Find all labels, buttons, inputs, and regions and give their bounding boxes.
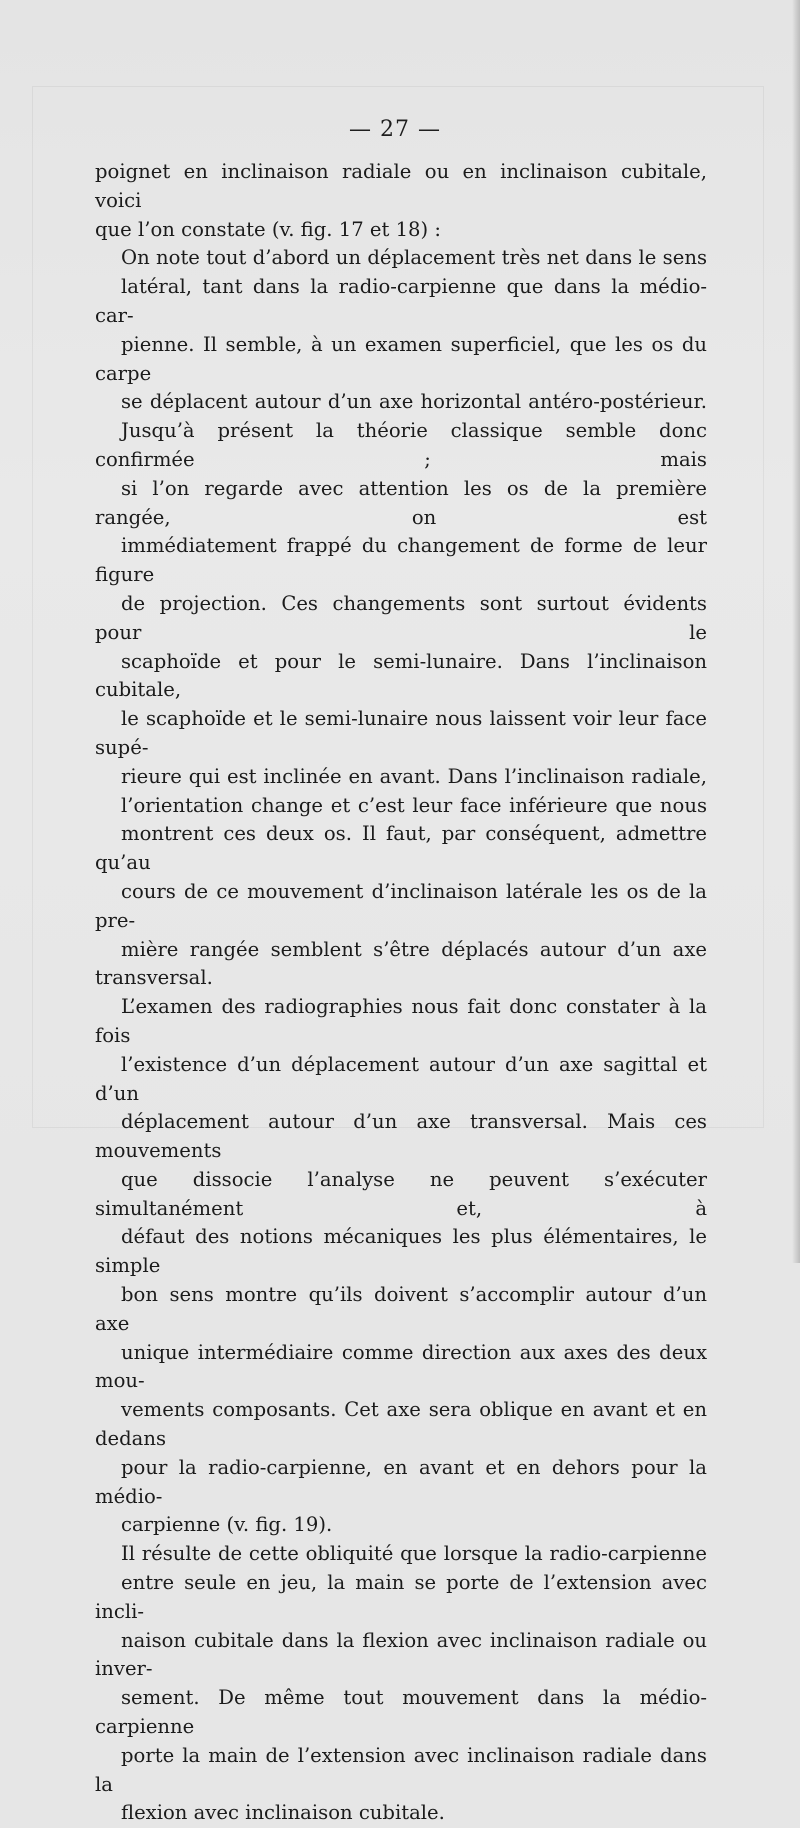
text-line: l’existence d’un déplacement autour d’un axe sagittal et d’un — [95, 1052, 707, 1105]
text-line: naison cubitale dans la flexion avec inclinaison radiale ou inver- — [95, 1628, 707, 1681]
text-line: mière rangée semblent s’être déplacés autour d’un axe transversal. — [95, 937, 707, 990]
text-line: Il résulte de cette obliquité que lorsque la radio-carpienne — [121, 1542, 707, 1566]
page-number: — 27 — — [349, 117, 441, 142]
text-line: le scaphoïde et le semi-lunaire nous laissent voir leur face supé- — [95, 707, 707, 759]
paragraph-3 — [95, 993, 707, 1540]
text-line: cours de ce mouvement d’inclinaison latérale les os de la pre- — [95, 879, 707, 932]
text-line: que l’on constate (v. fig. 17 et 18) : — [95, 217, 441, 241]
text-line: vements composants. Cet axe sera oblique en avant et en dedans — [95, 1398, 707, 1451]
paragraph-2 — [95, 244, 707, 993]
text-line: rieure qui est inclinée en avant. Dans l’inclinaison radiale, — [121, 764, 707, 788]
text-line: montrent ces deux os. Il faut, par conséquent, admettre qu’au — [95, 822, 707, 875]
text-line: bon sens montre qu’ils doivent s’accomplir autour d’un axe — [95, 1283, 707, 1335]
text-line: que dissocie l’analyse ne peuvent s’exécuter simultanément et, à — [95, 1167, 707, 1220]
page-edge-shadow — [792, 0, 800, 1263]
text-line: unique intermédiaire comme direction aux axes des deux mou- — [95, 1340, 707, 1393]
text-line: carpienne (v. fig. 19). — [121, 1513, 333, 1537]
text-line: défaut des notions mécaniques les plus élémentaires, le simple — [95, 1225, 707, 1278]
text-line: entre seule en jeu, la main se porte de l’extension avec incli- — [95, 1571, 707, 1623]
text-line: latéral, tant dans la radio-carpienne que dans la médio-car- — [95, 275, 707, 327]
text-line: immédiatement frappé du changement de forme de leur figure — [95, 534, 707, 587]
text-line: Jusqu’à présent la théorie classique semble donc confirmée ; mais — [95, 419, 707, 471]
text-line: pour la radio-carpienne, en avant et en dehors pour la médio- — [95, 1455, 707, 1508]
text-line: flexion avec inclinaison cubitale. — [121, 1801, 445, 1825]
text-line: de projection. Ces changements sont surtout évidents pour le — [95, 591, 707, 644]
body-text — [95, 158, 707, 1828]
text-line: si l’on regarde avec attention les os de la première rangée, on est — [95, 476, 707, 529]
text-line: L’examen des radiographies nous fait donc constater à la fois — [95, 995, 707, 1047]
text-line: On note tout d’abord un déplacement très net dans le sens — [121, 246, 707, 270]
text-line: pienne. Il semble, à un examen superficiel, que les os du carpe — [95, 332, 707, 385]
text-line: l’orientation change et c’est leur face inférieure que nous — [121, 793, 707, 817]
text-line: se déplacent autour d’un axe horizontal antéro-postérieur. — [121, 390, 707, 414]
text-line: sement. De même tout mouvement dans la médio-carpienne — [95, 1686, 707, 1739]
paragraph-1 — [95, 158, 707, 244]
text-line: déplacement autour d’un axe transversal. Mais ces mouvements — [95, 1110, 707, 1163]
text-line: scaphoïde et pour le semi-lunaire. Dans l’inclinaison cubitale, — [95, 649, 707, 702]
paragraph-4 — [95, 1540, 707, 1828]
text-line: porte la main de l’extension avec inclinaison radiale dans la — [95, 1743, 707, 1796]
text-line: poignet en inclinaison radiale ou en inclinaison cubitale, voici — [95, 160, 707, 212]
